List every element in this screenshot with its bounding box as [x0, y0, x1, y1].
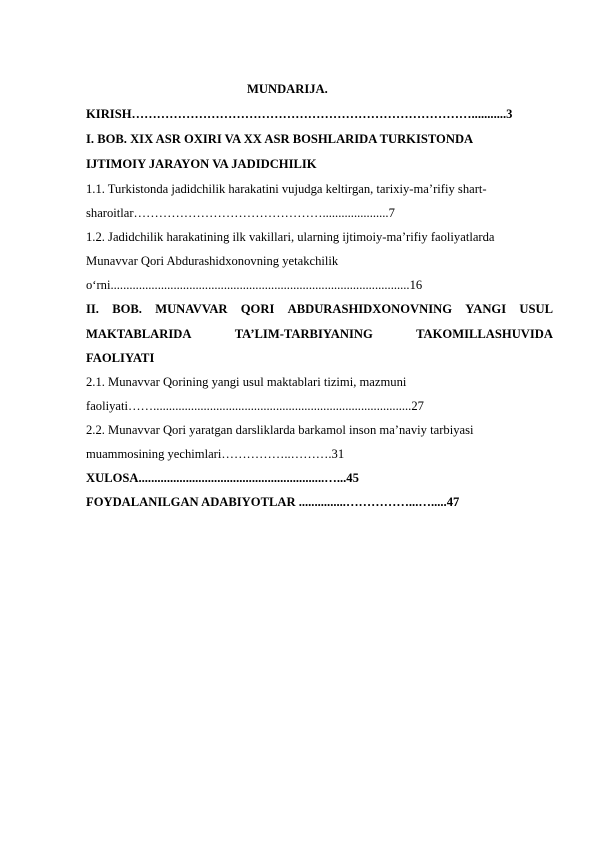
toc-entry-xulosa: XULOSA...........................................................…...45 — [86, 471, 359, 485]
toc-chapter-2-title-line1 — [86, 301, 553, 317]
chapter-2-word: TAKOMILLASHUVIDA — [416, 327, 553, 341]
toc-section-2-2-line1: 2.2. Munavvar Qori yaratgan darsliklarda barkamol inson ma’naviy tarbiyasi — [86, 423, 474, 437]
chapter-2-word: MAKTABLARIDA — [86, 327, 192, 341]
chapter-2-word: QORI — [240, 302, 275, 316]
toc-entry-kirish: KIRISH………………………………………………………………………...........3 — [86, 107, 513, 121]
toc-section-1-2-line1: 1.2. Jadidchilik harakatining ilk vakillari, ularning ijtimoiy-ma’rifiy faoliyatlarda — [86, 230, 495, 244]
toc-section-1-1-line1: 1.1. Turkistonda jadidchilik harakatini vujudga keltirgan, tarixiy-ma’rifiy shart- — [86, 182, 487, 196]
chapter-2-word: II. — [86, 302, 99, 316]
chapter-2-word: ABDURASHIDXONOVNING — [287, 302, 453, 316]
toc-chapter-1-title-line2: IJTIMOIY JARAYON VA JADIDCHILIK — [86, 157, 317, 171]
toc-entry-adabiyotlar: FOYDALANILGAN ADABIYOTLAR ...............……………...….....47 — [86, 495, 460, 509]
toc-section-1-1-line2: sharoitlar……………………………………….....................7 — [86, 206, 395, 220]
chapter-2-word: MUNAVVAR — [155, 302, 228, 316]
chapter-2-word: USUL — [519, 302, 553, 316]
toc-chapter-2-title-line2 — [86, 326, 553, 342]
chapter-2-word: BOB. — [112, 302, 142, 316]
toc-section-1-2-line3: o‘rni...............................................................................................16 — [86, 278, 423, 292]
toc-chapter-2-title-line3: FAOLIYATI — [86, 351, 155, 365]
toc-chapter-1-title-line1: I. BOB. XIX ASR OXIRI VA XX ASR BOSHLARIDA TURKISTONDA — [86, 132, 474, 146]
toc-section-2-1-line2: faoliyati……..................................................................................27 — [86, 399, 424, 413]
toc-section-1-2-line2: Munavvar Qori Abdurashidxonovning yetakchilik — [86, 254, 339, 268]
chapter-2-word: TA’LIM-TARBIYANING — [234, 327, 373, 341]
chapter-2-word: YANGI — [465, 302, 507, 316]
toc-section-2-1-line1: 2.1. Munavvar Qorining yangi usul maktablari tizimi, mazmuni — [86, 375, 407, 389]
toc-section-2-2-line2: muammosining yechimlari……………..……….31 — [86, 447, 345, 461]
toc-title: MUNDARIJA. — [247, 82, 328, 96]
